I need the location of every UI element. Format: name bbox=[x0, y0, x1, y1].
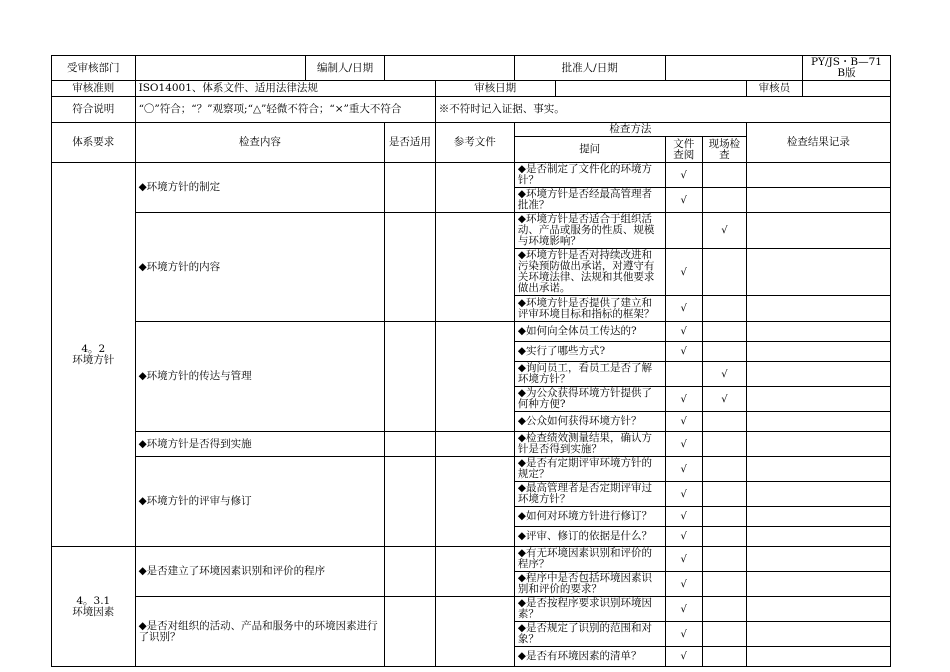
applicable-cell[interactable] bbox=[385, 163, 436, 213]
col-content: 检查内容 bbox=[135, 123, 385, 163]
result-cell[interactable] bbox=[746, 412, 890, 432]
doc-review-mark[interactable]: √ bbox=[665, 457, 702, 482]
onsite-mark[interactable]: √ bbox=[702, 362, 746, 387]
question-text: ◆如何对环境方针进行修订？ bbox=[514, 507, 665, 527]
check-content: ◆是否对组织的活动、产品和服务中的环境因素进行了识别？ bbox=[135, 597, 385, 667]
result-cell[interactable] bbox=[746, 342, 890, 362]
result-cell[interactable] bbox=[746, 547, 890, 572]
col-doc-review: 文件查阅 bbox=[665, 137, 702, 163]
legend-label: 符合说明 bbox=[52, 97, 136, 123]
col-onsite: 现场检查 bbox=[702, 137, 746, 163]
doc-review-mark[interactable]: √ bbox=[665, 432, 702, 457]
audit-date-label: 审核日期 bbox=[435, 81, 555, 97]
approver-label: 批准人/日期 bbox=[514, 56, 665, 81]
section-clause bbox=[52, 547, 136, 667]
clause-title: 环境方针 bbox=[72, 353, 115, 366]
applicable-cell[interactable] bbox=[385, 457, 436, 547]
result-cell[interactable] bbox=[746, 188, 890, 213]
doc-review-mark[interactable]: √ bbox=[665, 547, 702, 572]
question-text: ◆最高管理者是否定期评审过环境方针？ bbox=[514, 482, 665, 507]
clause-number: 4。2 bbox=[81, 342, 106, 355]
doc-review-mark[interactable]: √ bbox=[665, 342, 702, 362]
doc-review-mark[interactable] bbox=[665, 213, 702, 249]
result-cell[interactable] bbox=[746, 622, 890, 647]
doc-review-mark[interactable]: √ bbox=[665, 482, 702, 507]
doc-review-mark[interactable]: √ bbox=[665, 507, 702, 527]
check-content: ◆环境方针的内容 bbox=[135, 213, 385, 322]
result-cell[interactable] bbox=[746, 482, 890, 507]
section-clause bbox=[52, 163, 136, 547]
question-text: ◆是否有环境因素的清单？ bbox=[514, 647, 665, 667]
doc-code-line1: PY/JS・B—71 bbox=[810, 56, 882, 68]
onsite-mark[interactable] bbox=[702, 342, 746, 362]
audit-date-value[interactable] bbox=[555, 81, 746, 97]
question-row bbox=[52, 322, 891, 342]
onsite-mark[interactable] bbox=[702, 572, 746, 597]
criteria-value: ISO14001、体系文件、适用法律法规 bbox=[135, 81, 435, 97]
col-applicable: 是否适用 bbox=[385, 123, 436, 163]
question-row bbox=[52, 457, 891, 482]
reference-cell[interactable] bbox=[435, 163, 514, 213]
doc-code-line2: B版 bbox=[837, 67, 856, 79]
reference-cell[interactable] bbox=[435, 322, 514, 432]
reference-cell[interactable] bbox=[435, 213, 514, 322]
question-row bbox=[52, 432, 891, 457]
result-cell[interactable] bbox=[746, 296, 890, 322]
col-system-req: 体系要求 bbox=[52, 123, 136, 163]
doc-review-mark[interactable]: √ bbox=[665, 527, 702, 547]
result-cell[interactable] bbox=[746, 572, 890, 597]
question-text: ◆评审、修订的依据是什么？ bbox=[514, 527, 665, 547]
dept-value[interactable] bbox=[135, 56, 305, 81]
onsite-mark[interactable] bbox=[702, 322, 746, 342]
onsite-mark[interactable] bbox=[702, 597, 746, 622]
onsite-mark[interactable]: √ bbox=[702, 213, 746, 249]
question-text: ◆有无环境因素识别和评价的程序？ bbox=[514, 547, 665, 572]
doc-review-mark[interactable]: √ bbox=[665, 622, 702, 647]
doc-review-mark[interactable]: √ bbox=[665, 412, 702, 432]
question-row bbox=[52, 547, 891, 572]
question-text: ◆环境方针是否适合于组织活动、产品或服务的性质、规模与环境影响？ bbox=[514, 213, 665, 249]
result-cell[interactable] bbox=[746, 249, 890, 296]
doc-review-mark[interactable]: √ bbox=[665, 572, 702, 597]
check-content: ◆是否建立了环境因素识别和评价的程序 bbox=[135, 547, 385, 597]
result-cell[interactable] bbox=[746, 163, 890, 188]
question-text: ◆环境方针是否对持续改进和污染预防做出承诺，对遵守有关环境法律、法规和其他要求做出承诺。 bbox=[514, 249, 665, 296]
onsite-mark[interactable] bbox=[702, 412, 746, 432]
question-text: ◆环境方针是否提供了建立和评审环境目标和指标的框架？ bbox=[514, 296, 665, 322]
question-row bbox=[52, 213, 891, 249]
question-text: ◆是否制定了文件化的环境方针？ bbox=[514, 163, 665, 188]
question-text: ◆实行了哪些方式? bbox=[514, 342, 665, 362]
check-content: ◆环境方针的评审与修订 bbox=[135, 457, 385, 547]
question-text: ◆环境方针是否经最高管理者批准？ bbox=[514, 188, 665, 213]
onsite-mark[interactable] bbox=[702, 622, 746, 647]
result-cell[interactable] bbox=[746, 457, 890, 482]
onsite-mark[interactable] bbox=[702, 296, 746, 322]
result-cell[interactable] bbox=[746, 507, 890, 527]
editor-label: 编制人/日期 bbox=[305, 56, 384, 81]
applicable-cell[interactable] bbox=[385, 432, 436, 457]
auditor-value[interactable] bbox=[802, 81, 890, 97]
applicable-cell[interactable] bbox=[385, 213, 436, 322]
clause-number: 4。3.1 bbox=[76, 594, 111, 607]
check-content: ◆环境方针是否得到实施 bbox=[135, 432, 385, 457]
result-cell[interactable] bbox=[746, 647, 890, 667]
dept-label: 受审核部门 bbox=[52, 56, 136, 81]
auditor-label: 审核员 bbox=[746, 81, 802, 97]
onsite-mark[interactable] bbox=[702, 163, 746, 188]
question-row bbox=[52, 597, 891, 622]
doc-review-mark[interactable]: √ bbox=[665, 597, 702, 622]
doc-review-mark[interactable]: √ bbox=[665, 647, 702, 667]
approver-value[interactable] bbox=[665, 56, 802, 81]
clause-title: 环境因素 bbox=[72, 605, 115, 618]
col-reference: 参考文件 bbox=[435, 123, 514, 163]
col-method: 检查方法 bbox=[514, 123, 746, 137]
question-text: ◆如何向全体员工传达的? bbox=[514, 322, 665, 342]
reference-cell[interactable] bbox=[435, 547, 514, 597]
onsite-mark[interactable] bbox=[702, 647, 746, 667]
onsite-mark[interactable] bbox=[702, 249, 746, 296]
legend-value: “〇”符合；“？”观察项;“△”轻微不符合；“×”重大不符合 bbox=[135, 97, 435, 123]
audit-checklist-table bbox=[51, 55, 891, 667]
onsite-mark[interactable] bbox=[702, 507, 746, 527]
result-cell[interactable] bbox=[746, 213, 890, 249]
result-cell[interactable] bbox=[746, 527, 890, 547]
doc-review-mark[interactable] bbox=[665, 362, 702, 387]
question-text: ◆询问员工，看员工是否了解环境方针？ bbox=[514, 362, 665, 387]
result-cell[interactable] bbox=[746, 362, 890, 387]
doc-review-mark[interactable]: √ bbox=[665, 387, 702, 412]
onsite-mark[interactable] bbox=[702, 547, 746, 572]
onsite-mark[interactable] bbox=[702, 527, 746, 547]
question-row bbox=[52, 163, 891, 188]
question-text: ◆为公众获得环境方针提供了何种方便? bbox=[514, 387, 665, 412]
applicable-cell[interactable] bbox=[385, 322, 436, 432]
question-text: ◆是否规定了识别的范围和对象？ bbox=[514, 622, 665, 647]
reference-cell[interactable] bbox=[435, 432, 514, 457]
question-text: ◆程序中是否包括环境因素识别和评价的要求？ bbox=[514, 572, 665, 597]
check-content: ◆环境方针的传达与管理 bbox=[135, 322, 385, 432]
result-cell[interactable] bbox=[746, 387, 890, 412]
onsite-mark[interactable] bbox=[702, 432, 746, 457]
question-text: ◆检查绩效测量结果，确认方针是否得到实施？ bbox=[514, 432, 665, 457]
reference-cell[interactable] bbox=[435, 457, 514, 547]
col-result: 检查结果记录 bbox=[746, 123, 890, 163]
applicable-cell[interactable] bbox=[385, 547, 436, 597]
result-cell[interactable] bbox=[746, 597, 890, 622]
doc-review-mark[interactable]: √ bbox=[665, 296, 702, 322]
doc-code bbox=[802, 56, 890, 81]
result-cell[interactable] bbox=[746, 322, 890, 342]
doc-review-mark[interactable]: √ bbox=[665, 249, 702, 296]
col-question: 提问 bbox=[514, 137, 665, 163]
question-text: ◆公众如何获得环境方针？ bbox=[514, 412, 665, 432]
question-text: ◆是否按程序要求识别环境因素？ bbox=[514, 597, 665, 622]
check-content: ◆环境方针的制定 bbox=[135, 163, 385, 213]
doc-review-mark[interactable]: √ bbox=[665, 322, 702, 342]
applicable-cell[interactable] bbox=[385, 597, 436, 667]
legend-note: ※不符时记入证据、事实。 bbox=[435, 97, 890, 123]
onsite-mark[interactable] bbox=[702, 188, 746, 213]
onsite-mark[interactable] bbox=[702, 457, 746, 482]
onsite-mark[interactable]: √ bbox=[702, 387, 746, 412]
reference-cell[interactable] bbox=[435, 597, 514, 667]
result-cell[interactable] bbox=[746, 432, 890, 457]
doc-review-mark[interactable]: √ bbox=[665, 163, 702, 188]
onsite-mark[interactable] bbox=[702, 482, 746, 507]
doc-review-mark[interactable]: √ bbox=[665, 188, 702, 213]
editor-value[interactable] bbox=[385, 56, 515, 81]
question-text: ◆是否有定期评审环境方针的规定？ bbox=[514, 457, 665, 482]
criteria-label: 审核准则 bbox=[52, 81, 136, 97]
